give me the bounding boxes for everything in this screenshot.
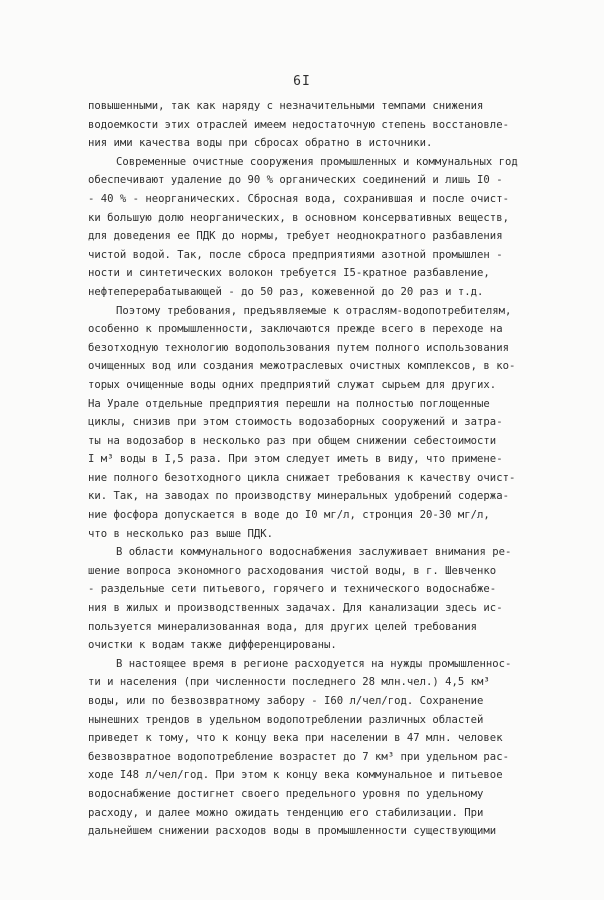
text-line: ки большую долю неорганических, в основном консервативных веществ, <box>88 211 509 224</box>
text-line: торых очищенные воды одних предприятий служат сырьем для других. <box>88 378 497 391</box>
text-line: чистой водой. Так, после сброса предприятиями азотной промышлен - <box>88 248 503 261</box>
text-line: ние фосфора допускается в воде до I0 мг/л, стронция 20-30 мг/л, <box>88 509 490 522</box>
text-line: ти и населения (при численности последнего 28 млн.чел.) 4,5 км³ <box>88 676 490 689</box>
text-line: В области коммунального водоснабжения заслуживает внимания ре- <box>116 546 512 559</box>
text-line: водоемкости этих отраслей имеем недостаточную степень восстановле- <box>88 118 509 131</box>
text-line: дальнейшем снижении расходов воды в промышленности существующими <box>88 825 497 838</box>
text-line: ты на водозабор в несколько раз при общем снижении себестоимости <box>88 434 497 447</box>
text-line: В настоящее время в регионе расходуется на нужды промышленнос- <box>116 657 512 670</box>
text-line: особенно к промышленности, заключаются прежде всего в переходе на <box>88 323 503 336</box>
text-line: ния в жилых и производственных задачах. Для канализации здесь ис- <box>88 602 503 615</box>
text-line: для доведения ее ПДК до нормы, требует неоднократного разбавления <box>88 230 503 243</box>
text-line: Современные очистные сооружения промышленных и коммунальных год <box>116 155 518 168</box>
text-line: расходу, и далее можно ожидать тенденцию его стабилизации. При <box>88 806 484 819</box>
text-line: обеспечивают удаление до 90 % органических соединений и лишь I0 - <box>88 174 503 187</box>
text-line: - 40 % - неорганических. Сбросная вода, сохранившая и после очист- <box>88 192 509 205</box>
text-line: воды, или по безвозвратному забору - I60 л/чел/год. Сохранение <box>88 695 484 707</box>
text-line: шение вопроса экономного расходования чистой воды, в г. Шевченко <box>88 564 497 577</box>
page-number: 6I <box>293 74 311 89</box>
text-line: На Урале отдельные предприятия перешли на полностью поглощенные <box>88 397 490 410</box>
body-text <box>88 97 558 841</box>
text-line: очистки к водам также дифференцированы. <box>88 639 337 652</box>
text-line: - раздельные сети питьевого, горячего и технического водоснабже- <box>88 583 497 596</box>
text-line: водоснабжение достигнет своего предельного уровня по удельному <box>88 787 484 800</box>
text-line: безвозвратное водопотребление возрастет до 7 км³ при удельном рас- <box>88 750 509 763</box>
text-line: циклы, снизив при этом стоимость водозаборных сооружений и затра- <box>88 416 503 429</box>
text-line: безотходную технологию водопользования путем полного использования <box>88 341 509 354</box>
text-line: приведет к тому, что к концу века при населении в 47 млн. человек <box>88 732 503 745</box>
text-line: пользуется минерализованная вода, для других целей требования <box>88 620 478 633</box>
text-line: ности и синтетических волокон требуется I5-кратное разбавление, <box>88 267 490 280</box>
text-line: очищенных вод или создания межотраслевых очистных комплексов, в ко- <box>88 360 516 373</box>
text-line: ние полного безотходного цикла снижает требования к качеству очист- <box>88 471 516 484</box>
text-line: что в несколько раз выше ПДК. <box>88 527 273 540</box>
text-line: ния ими качества воды при сбросах обратно в источники. <box>88 137 433 150</box>
text-line: повышенными, так как наряду с незначительными темпами снижения <box>88 100 484 112</box>
text-line: ки. Так, на заводах по производству минеральных удобрений содержа- <box>88 490 509 503</box>
text-line: нефтеперерабатывающей - до 50 раз, кожевенной до 20 раз и т.д. <box>88 285 484 298</box>
text-line: ходе I48 л/чел/год. При этом к концу века коммунальное и питьевое <box>88 769 503 782</box>
text-line: Поэтому требования, предъявляемые к отраслям-водопотребителям, <box>116 304 512 317</box>
text-line: I м³ воды в I,5 раза. При этом следует иметь в виду, что примене- <box>88 453 503 466</box>
text-line: нынешних трендов в удельном водопотреблении различных областей <box>88 713 484 726</box>
